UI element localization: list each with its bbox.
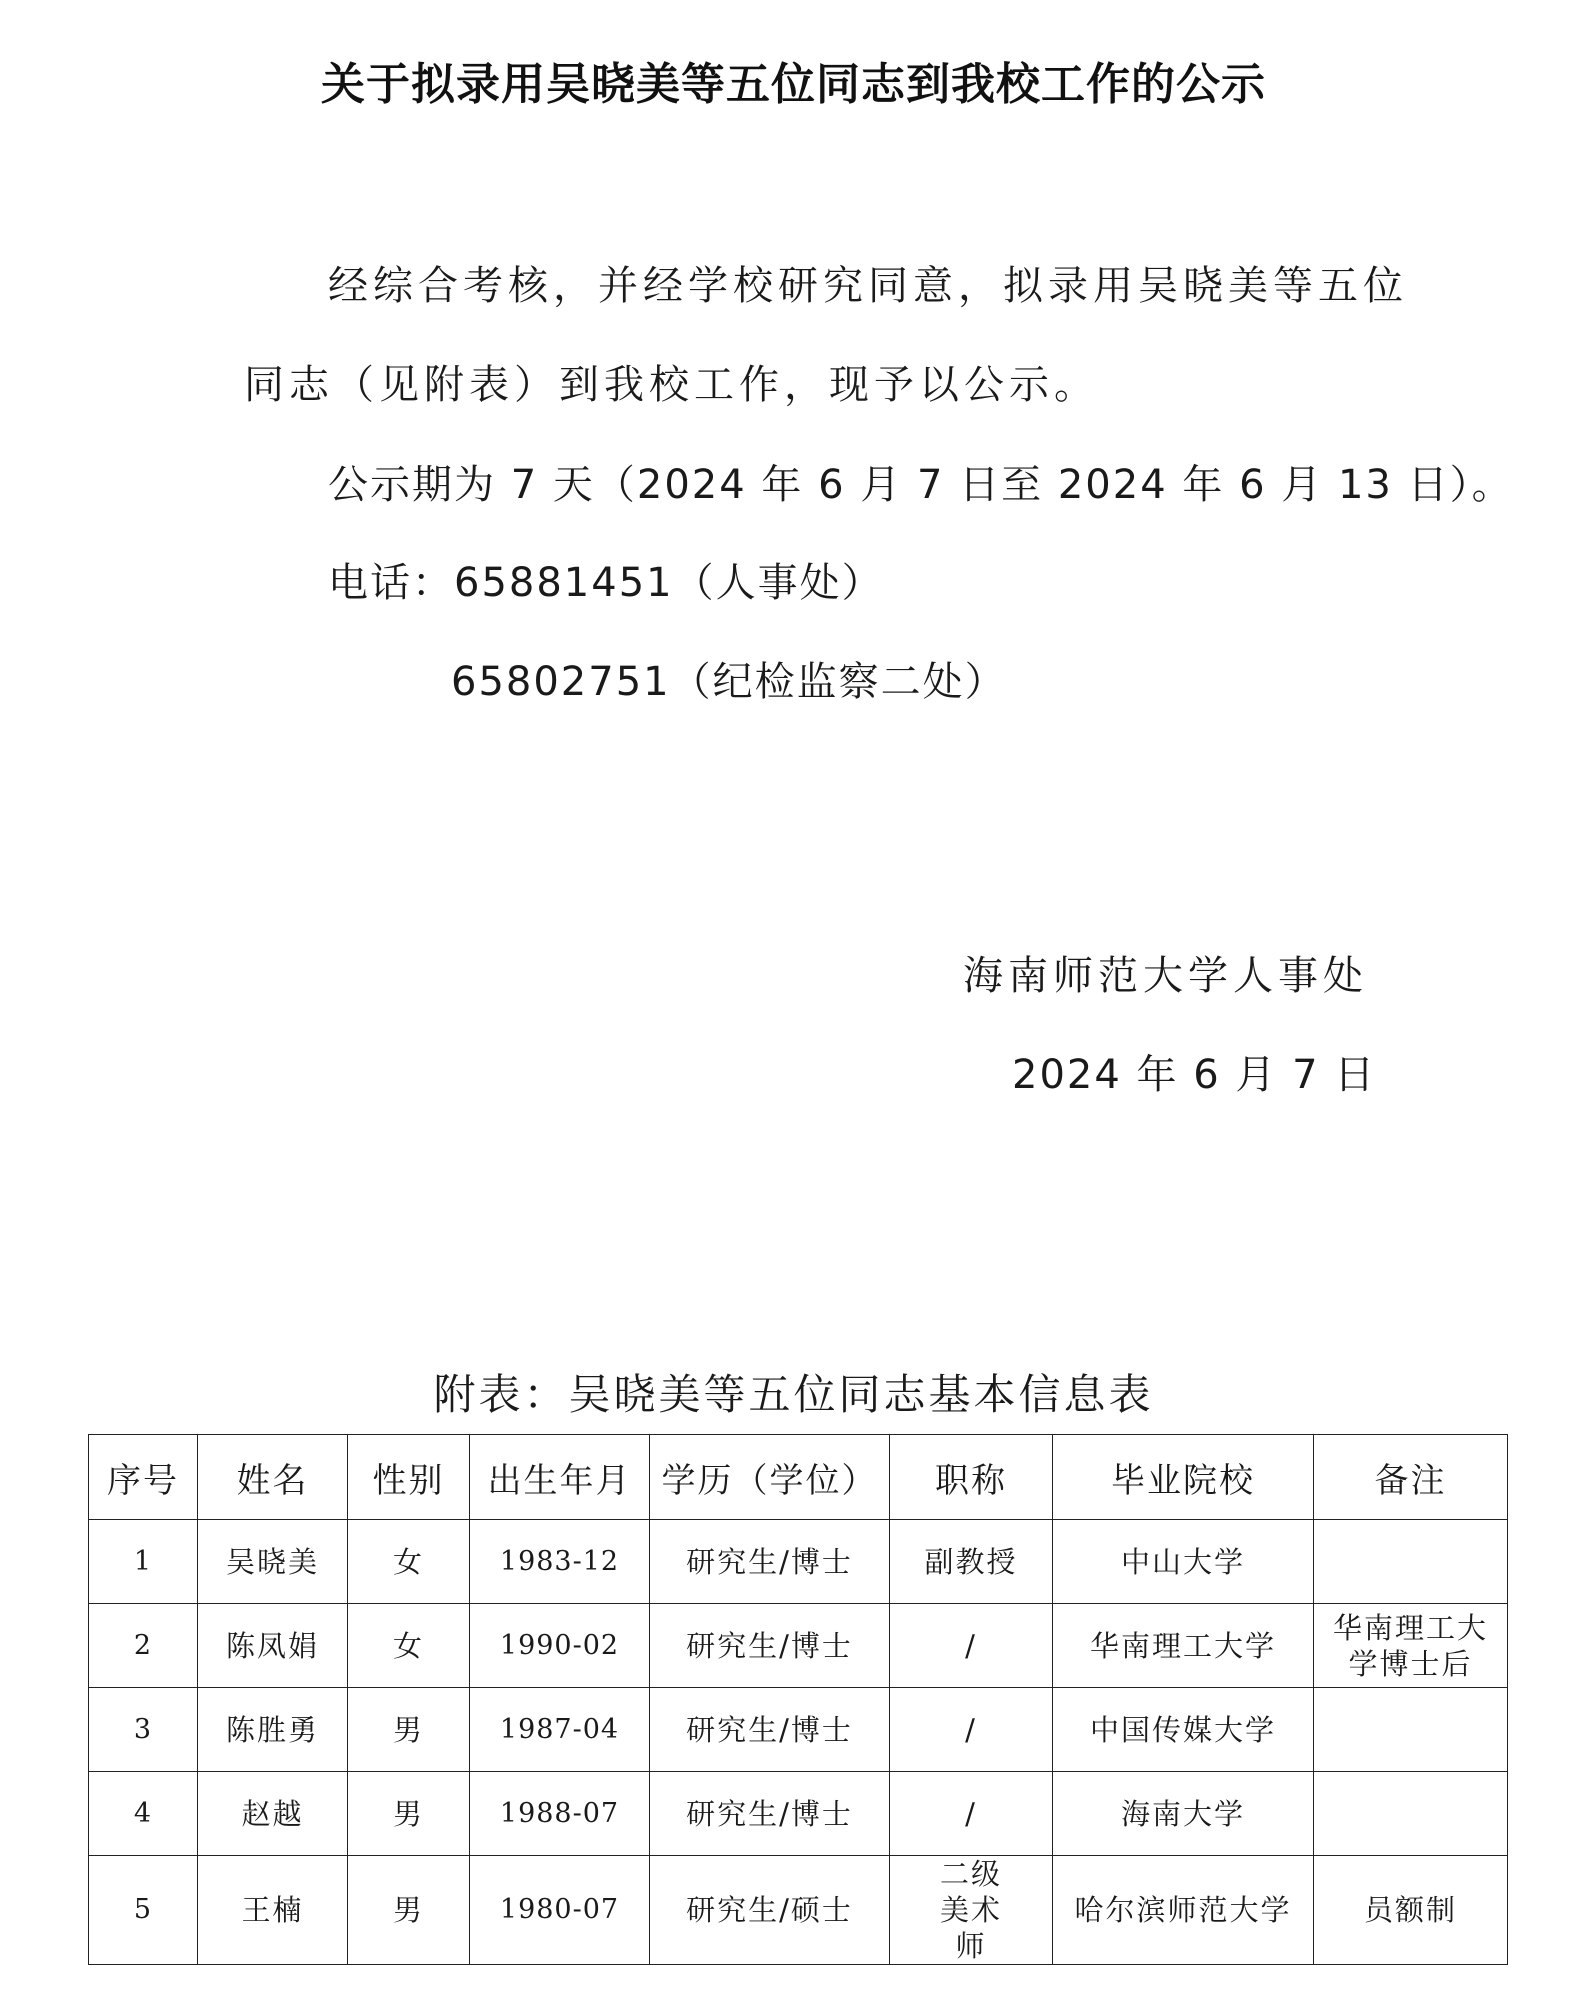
cell-title: / [890,1604,1053,1688]
page-title: 关于拟录用吴晓美等五位同志到我校工作的公示 [321,59,1266,110]
signature-date: 2024 年 6 月 7 日 [1012,1052,1377,1098]
body-line-1: 经综合考核，并经学校研究同意，拟录用吴晓美等五位 [328,263,1408,309]
header-name: 姓名 [198,1435,348,1520]
cell-title: / [890,1688,1053,1772]
cell-name: 赵越 [198,1772,348,1856]
header-school: 毕业院校 [1053,1435,1314,1520]
cell-gender: 男 [348,1772,470,1856]
header-gender: 性别 [348,1435,470,1520]
table-row [89,1772,1508,1856]
publicity-period: 公示期为 7 天（2024 年 6 月 7 日至 2024 年 6 月 13 日）。 [328,462,1514,508]
cell-title: / [890,1772,1053,1856]
body-line-2: 同志（见附表）到我校工作，现予以公示。 [244,362,1099,408]
header-degree: 学历（学位） [650,1435,890,1520]
cell-school: 华南理工大学 [1053,1604,1314,1688]
cell-gender: 女 [348,1520,470,1604]
cell-note: 华南理工大学博士后 [1314,1604,1508,1688]
signature-org: 海南师范大学人事处 [963,953,1368,999]
cell-birth: 1980-07 [470,1856,650,1965]
table-row [89,1604,1508,1688]
info-table [88,1434,1508,1965]
cell-degree: 研究生/博士 [650,1520,890,1604]
phone-personnel: 电话：65881451（人事处） [328,560,884,606]
cell-school: 哈尔滨师范大学 [1053,1856,1314,1965]
cell-title: 副教授 [890,1520,1053,1604]
cell-title: 二级美术师 [890,1856,1053,1965]
cell-gender: 男 [348,1688,470,1772]
cell-degree: 研究生/博士 [650,1604,890,1688]
cell-name: 陈胜勇 [198,1688,348,1772]
cell-name: 吴晓美 [198,1520,348,1604]
cell-birth: 1990-02 [470,1604,650,1688]
phone-discipline: 65802751（纪检监察二处） [451,659,1007,705]
cell-note: 员额制 [1314,1856,1508,1965]
table-row [89,1688,1508,1772]
cell-gender: 女 [348,1604,470,1688]
cell-index: 1 [89,1520,198,1604]
cell-name: 王楠 [198,1856,348,1965]
cell-school: 中山大学 [1053,1520,1314,1604]
cell-school: 海南大学 [1053,1772,1314,1856]
cell-note [1314,1772,1508,1856]
header-note: 备注 [1314,1435,1508,1520]
cell-index: 2 [89,1604,198,1688]
cell-index: 5 [89,1856,198,1965]
cell-name: 陈凤娟 [198,1604,348,1688]
cell-note [1314,1688,1508,1772]
cell-school: 中国传媒大学 [1053,1688,1314,1772]
cell-index: 3 [89,1688,198,1772]
table-row [89,1520,1508,1604]
cell-index: 4 [89,1772,198,1856]
table-caption: 附表：吴晓美等五位同志基本信息表 [433,1370,1154,1419]
cell-note [1314,1520,1508,1604]
header-title: 职称 [890,1435,1053,1520]
cell-gender: 男 [348,1856,470,1965]
cell-birth: 1987-04 [470,1688,650,1772]
cell-degree: 研究生/博士 [650,1772,890,1856]
cell-birth: 1983-12 [470,1520,650,1604]
header-index: 序号 [89,1435,198,1520]
header-birth: 出生年月 [470,1435,650,1520]
cell-birth: 1988-07 [470,1772,650,1856]
cell-degree: 研究生/博士 [650,1688,890,1772]
table-row [89,1856,1508,1965]
table-header-row [89,1435,1508,1520]
cell-degree: 研究生/硕士 [650,1856,890,1965]
